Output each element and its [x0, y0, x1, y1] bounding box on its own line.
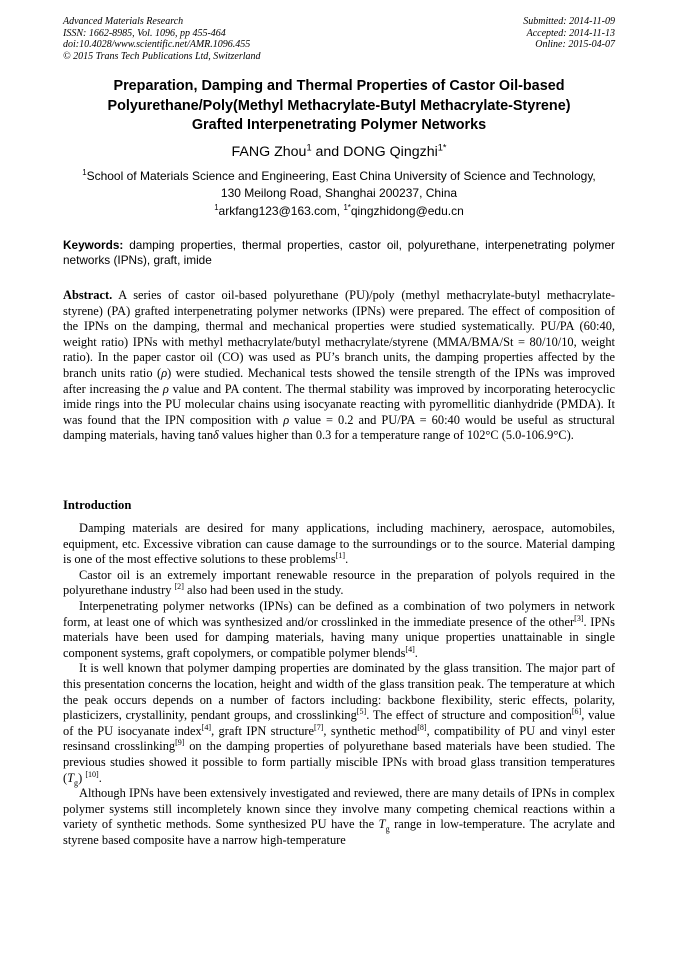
- paragraph-text: , compatibility of PU and vinyl ester resinsand crosslinking: [63, 723, 615, 754]
- author-name: FANG Zhou: [231, 144, 307, 160]
- email-address[interactable]: arkfang123@163.com,: [218, 204, 344, 218]
- paragraph-text: range in low-temperature. The acrylate and styrene based composite have a narrow high-temperature: [63, 817, 615, 847]
- author-joiner: and: [311, 144, 344, 160]
- citation[interactable]: [8]: [417, 722, 427, 732]
- title-line: Polyurethane/Poly(Methyl Methacrylate-Butyl Methacrylate-Styrene): [107, 97, 571, 114]
- paragraph-text: . The effect of structure and composition: [366, 708, 572, 723]
- paragraph-text: It is well known that polymer damping properties are dominated by the glass transition. The major part of this presentation concerns the location, height and width of the glass transition peak. The temperature at which the peak occurs depends on a number of factors including: backbone flexibility, steric effects, polarity, plasticizers, crystallinity, pendant groups, and crosslinking: [63, 661, 615, 723]
- citation[interactable]: [7]: [314, 722, 324, 732]
- rho-symbol: ρ: [162, 381, 169, 396]
- citation[interactable]: [5]: [356, 707, 367, 716]
- affiliation-line: School of Materials Science and Engineering, East China University of Science and Technology,: [86, 169, 596, 183]
- citation[interactable]: [9]: [175, 738, 185, 748]
- citation[interactable]: [4]: [201, 722, 212, 732]
- copyright-line: © 2015 Trans Tech Publications Ltd, Switzerland: [63, 50, 261, 62]
- paragraph-text: Although IPNs have been extensively investigated and reviewed, there are many details of IPNs in complex polymer systems still incompletely known since they involve many competing chemical reactions within a variety of synthetic methods. Some synthesized PU have the: [63, 786, 615, 832]
- paragraph-text: .: [98, 770, 102, 785]
- tg-subscript: g: [385, 824, 390, 834]
- dates-header: [523, 16, 615, 51]
- paragraph-text: , value of the PU isocyanate index: [63, 708, 615, 738]
- paragraph-text: Damping materials are desired for many applications, including machinery, aerospace, automobiles, equipment, etc. Excessive vibration can cause damage to the surroundings or to the source. Material damping is one of the most effective solutions to these problems: [63, 521, 615, 567]
- journal-name: Advanced Materials Research: [63, 16, 184, 27]
- paragraph-text: ): [78, 770, 86, 785]
- paper-title: [63, 77, 615, 136]
- abstract-text: A series of castor oil-based polyurethane (PU)/poly (methyl methacrylate-butyl methacrylate-styrene) (PA) grafted interpenetrating polymer networks (IPNs) were prepared. The effect of composition of the IPNs on the damping, thermal and mechanical properties were studied systematically. PU/PA (60:40, weight ratio) IPNs with methyl methacrylate/butyl methacrylate/styrene (MMA/BMA/St = 80/10/10, weight ratio). In the paper castor oil (CO) was used as PU’s branch units, the damping properties affected by the branch units ratio (: [63, 288, 615, 380]
- paragraph: [63, 521, 615, 568]
- citation[interactable]: [3]: [574, 613, 584, 623]
- author-name: DONG Qingzhi: [343, 144, 438, 160]
- paragraph-text: . IPNs materials have been used for damping materials, having many unique properties unattainable in single component systems, graft copolymers, or compatible polymer blends: [63, 614, 615, 660]
- affiliation-line: 130 Meilong Road, Shanghai 200237, China: [220, 185, 458, 200]
- doi-line: doi:10.4028/www.scientific.net/AMR.1096.455: [63, 39, 251, 51]
- issn-line: ISSN: 1662-8985, Vol. 1096, pp 455-464: [63, 27, 226, 39]
- abstract-label: Abstract.: [63, 288, 113, 302]
- paragraph-text: also had been used in the study.: [183, 583, 344, 598]
- email-mark: 1: [214, 203, 219, 212]
- paragraph-text: , synthetic method: [323, 723, 418, 738]
- tg-symbol: T: [67, 770, 75, 785]
- keywords-label: Keywords:: [63, 238, 124, 252]
- tg-symbol: T: [378, 817, 386, 832]
- abstract-text: value = 0.2 and PU/PA = 60:40 would be useful as structural damping materials, having tan: [63, 412, 615, 443]
- keywords: [63, 238, 615, 267]
- paragraph-text: Castor oil is an extremely important renewable resource in the preparation of polyols required in the polyurethane industry: [63, 567, 615, 598]
- keywords-text: damping properties, thermal properties, castor oil, polyurethane, interpenetrating polymer networks (IPNs), graft, imide: [63, 238, 615, 267]
- author-list: [63, 143, 615, 161]
- online-date: Online: 2015-04-07: [535, 39, 615, 51]
- affiliation: [63, 168, 615, 201]
- paragraph-text: Interpenetrating polymer networks (IPNs) can be defined as a combination of two polymers in network form, at least one of which was synthesized and/or crosslinked in the immediate presence of the other: [63, 598, 615, 629]
- section-heading: Introduction: [63, 498, 132, 512]
- introduction-body: [63, 521, 615, 848]
- rho-symbol: ρ: [283, 412, 290, 427]
- citation[interactable]: [1]: [335, 551, 346, 561]
- rho-symbol: ρ: [161, 365, 168, 380]
- email-address[interactable]: qingzhidong@edu.cn: [350, 204, 464, 218]
- abstract-text: values higher than 0.3 for a temperature range of 102°C (5.0-106.9°C).: [218, 428, 574, 443]
- paragraph-text: .: [414, 645, 418, 660]
- paragraph: [63, 599, 615, 661]
- paragraph: [63, 661, 615, 786]
- abstract-text: value and PA content. The thermal stability was improved by incorporating heterocyclic imide rings into the PU molecular chains using isocyanate reacting with pyromellitic dianhydride (PMDA). It was found that the IPN composition with: [63, 381, 615, 427]
- paragraph: [63, 568, 615, 599]
- title-line: Grafted Interpenetrating Polymer Networks: [191, 117, 487, 133]
- author-affiliation-mark: 1*: [437, 142, 447, 153]
- citation[interactable]: [4]: [405, 644, 415, 654]
- abstract: [63, 288, 615, 444]
- submitted-date: Submitted: 2014-11-09: [523, 16, 615, 27]
- paragraph-text: , graft IPN structure: [211, 723, 315, 738]
- paragraph: [63, 786, 615, 848]
- citation[interactable]: [2]: [174, 582, 184, 592]
- email-mark: 1*: [343, 203, 351, 212]
- title-line: Preparation, Damping and Thermal Properties of Castor Oil-based: [113, 78, 565, 94]
- paragraph-text: on the damping properties of polyurethane based materials have been studied. The previous studies showed it possible to form partially miscible IPNs with broad glass transition temperatures (: [63, 739, 615, 785]
- citation[interactable]: [10]: [85, 769, 99, 779]
- abstract-text: ) were studied. Mechanical tests showed the tensile strength of the IPNs was improved after increasing the: [63, 365, 615, 396]
- affiliation-mark: 1: [82, 168, 87, 177]
- journal-header: [63, 16, 261, 62]
- accepted-date: Accepted: 2014-11-13: [526, 27, 615, 39]
- author-affiliation-mark: 1: [306, 142, 312, 153]
- citation[interactable]: [6]: [571, 707, 582, 716]
- paragraph-text: .: [345, 552, 349, 567]
- delta-symbol: δ: [213, 428, 219, 443]
- tg-subscript: g: [74, 777, 79, 787]
- email-list: [63, 203, 615, 219]
